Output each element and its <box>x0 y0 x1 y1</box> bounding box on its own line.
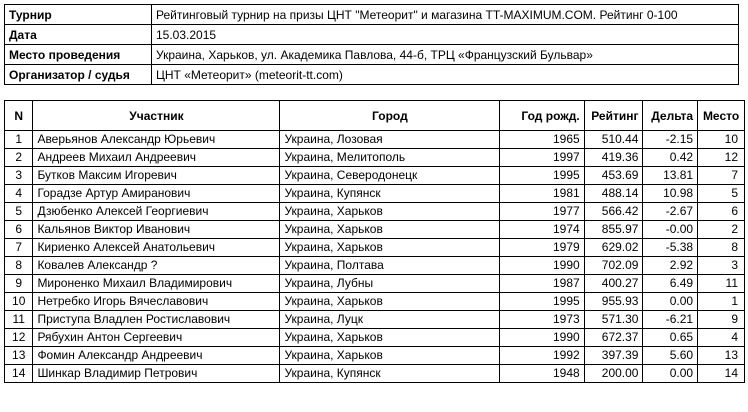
cell-participant: Дзюбенко Алексей Георгиевич <box>33 203 280 221</box>
table-row <box>5 293 745 311</box>
cell-number: 4 <box>5 185 33 203</box>
cell-birth-year: 1992 <box>500 347 584 365</box>
cell-city: Украина, Харьков <box>280 239 500 257</box>
table-row <box>5 167 745 185</box>
cell-rating: 629.02 <box>584 239 643 257</box>
cell-place: 3 <box>698 257 745 275</box>
table-row <box>5 221 745 239</box>
table-row <box>5 239 745 257</box>
header-participant: Участник <box>33 101 280 131</box>
cell-place: 11 <box>698 275 745 293</box>
cell-participant: Нетребко Игорь Вячеславович <box>33 293 280 311</box>
date-value: 15.03.2015 <box>152 25 739 45</box>
header-place: Место <box>698 101 745 131</box>
cell-rating: 488.14 <box>584 185 643 203</box>
table-row <box>5 311 745 329</box>
cell-place: 8 <box>698 239 745 257</box>
cell-place: 2 <box>698 221 745 239</box>
cell-place: 14 <box>698 365 745 383</box>
cell-number: 9 <box>5 275 33 293</box>
cell-birth-year: 1965 <box>500 131 584 149</box>
cell-city: Украина, Харьков <box>280 347 500 365</box>
cell-participant: Бутков Максим Игоревич <box>33 167 280 185</box>
cell-birth-year: 1974 <box>500 221 584 239</box>
cell-city: Украина, Харьков <box>280 203 500 221</box>
organizer-value: ЦНТ «Метеорит» (meteorit-tt.com) <box>152 65 739 85</box>
cell-place: 4 <box>698 329 745 347</box>
results-table <box>4 100 745 383</box>
cell-city: Украина, Купянск <box>280 365 500 383</box>
cell-rating: 566.42 <box>584 203 643 221</box>
cell-city: Украина, Купянск <box>280 185 500 203</box>
cell-number: 6 <box>5 221 33 239</box>
cell-birth-year: 1948 <box>500 365 584 383</box>
cell-city: Украина, Харьков <box>280 221 500 239</box>
tournament-value: Рейтинговый турнир на призы ЦНТ "Метеорит" и магазина TT-MAXIMUM.COM. Рейтинг 0-100 <box>152 5 739 25</box>
cell-birth-year: 1979 <box>500 239 584 257</box>
cell-participant: Ковалев Александр ? <box>33 257 280 275</box>
organizer-label: Организатор / судья <box>5 65 152 85</box>
cell-delta: 0.42 <box>643 149 698 167</box>
cell-birth-year: 1995 <box>500 167 584 185</box>
cell-place: 5 <box>698 185 745 203</box>
cell-rating: 200.00 <box>584 365 643 383</box>
cell-birth-year: 1997 <box>500 149 584 167</box>
cell-number: 11 <box>5 311 33 329</box>
table-row <box>5 347 745 365</box>
header-delta: Дельта <box>643 101 698 131</box>
cell-city: Украина, Луцк <box>280 311 500 329</box>
table-row <box>5 149 745 167</box>
cell-rating: 419.36 <box>584 149 643 167</box>
cell-rating: 672.37 <box>584 329 643 347</box>
info-row-tournament <box>5 5 739 25</box>
cell-participant: Приступа Владлен Ростиславович <box>33 311 280 329</box>
cell-participant: Мироненко Михаил Владимирович <box>33 275 280 293</box>
cell-delta: -6.21 <box>643 311 698 329</box>
cell-birth-year: 1977 <box>500 203 584 221</box>
results-header-row <box>5 101 745 131</box>
table-row <box>5 131 745 149</box>
cell-participant: Рябухин Антон Сергеевич <box>33 329 280 347</box>
cell-participant: Горадзе Артур Амиранович <box>33 185 280 203</box>
cell-delta: -5.38 <box>643 239 698 257</box>
table-row <box>5 329 745 347</box>
cell-rating: 571.30 <box>584 311 643 329</box>
header-number: N <box>5 101 33 131</box>
cell-participant: Андреев Михаил Андреевич <box>33 149 280 167</box>
header-birth-year: Год рожд. <box>500 101 584 131</box>
cell-rating: 453.69 <box>584 167 643 185</box>
cell-rating: 955.93 <box>584 293 643 311</box>
cell-rating: 510.44 <box>584 131 643 149</box>
date-label: Дата <box>5 25 152 45</box>
info-row-organizer <box>5 65 739 85</box>
cell-place: 7 <box>698 167 745 185</box>
cell-place: 13 <box>698 347 745 365</box>
cell-city: Украина, Лубны <box>280 275 500 293</box>
tournament-label: Турнир <box>5 5 152 25</box>
cell-birth-year: 1973 <box>500 311 584 329</box>
cell-place: 9 <box>698 311 745 329</box>
header-city: Город <box>280 101 500 131</box>
cell-delta: 6.49 <box>643 275 698 293</box>
cell-city: Украина, Харьков <box>280 293 500 311</box>
venue-value: Украина, Харьков, ул. Академика Павлова, 44-б, ТРЦ «Французский Бульвар» <box>152 45 739 65</box>
cell-rating: 397.39 <box>584 347 643 365</box>
cell-city: Украина, Харьков <box>280 329 500 347</box>
cell-delta: -0.00 <box>643 221 698 239</box>
table-row <box>5 185 745 203</box>
cell-rating: 855.97 <box>584 221 643 239</box>
cell-birth-year: 1990 <box>500 329 584 347</box>
cell-city: Украина, Мелитополь <box>280 149 500 167</box>
cell-city: Украина, Полтава <box>280 257 500 275</box>
cell-delta: 13.81 <box>643 167 698 185</box>
table-row <box>5 275 745 293</box>
cell-city: Украина, Северодонецк <box>280 167 500 185</box>
cell-delta: -2.15 <box>643 131 698 149</box>
cell-number: 1 <box>5 131 33 149</box>
table-row <box>5 257 745 275</box>
cell-delta: -2.67 <box>643 203 698 221</box>
cell-place: 10 <box>698 131 745 149</box>
cell-birth-year: 1981 <box>500 185 584 203</box>
cell-number: 3 <box>5 167 33 185</box>
cell-rating: 400.27 <box>584 275 643 293</box>
info-row-venue <box>5 45 739 65</box>
cell-number: 8 <box>5 257 33 275</box>
cell-place: 1 <box>698 293 745 311</box>
cell-delta: 5.60 <box>643 347 698 365</box>
cell-rating: 702.09 <box>584 257 643 275</box>
header-rating: Рейтинг <box>584 101 643 131</box>
cell-birth-year: 1987 <box>500 275 584 293</box>
results-body <box>5 131 745 383</box>
info-row-date <box>5 25 739 45</box>
cell-birth-year: 1990 <box>500 257 584 275</box>
cell-participant: Кальянов Виктор Иванович <box>33 221 280 239</box>
cell-delta: 10.98 <box>643 185 698 203</box>
cell-birth-year: 1995 <box>500 293 584 311</box>
table-row <box>5 203 745 221</box>
cell-delta: 2.92 <box>643 257 698 275</box>
cell-place: 6 <box>698 203 745 221</box>
cell-city: Украина, Лозовая <box>280 131 500 149</box>
cell-number: 10 <box>5 293 33 311</box>
cell-number: 14 <box>5 365 33 383</box>
cell-participant: Кириенко Алексей Анатольевич <box>33 239 280 257</box>
tournament-info-table <box>4 4 739 85</box>
cell-place: 12 <box>698 149 745 167</box>
table-row <box>5 365 745 383</box>
cell-number: 5 <box>5 203 33 221</box>
cell-delta: 0.65 <box>643 329 698 347</box>
cell-participant: Шинкар Владимир Петрович <box>33 365 280 383</box>
cell-delta: 0.00 <box>643 365 698 383</box>
venue-label: Место проведения <box>5 45 152 65</box>
cell-number: 2 <box>5 149 33 167</box>
cell-participant: Фомин Александр Андреевич <box>33 347 280 365</box>
cell-number: 12 <box>5 329 33 347</box>
cell-number: 13 <box>5 347 33 365</box>
cell-number: 7 <box>5 239 33 257</box>
cell-delta: 0.00 <box>643 293 698 311</box>
cell-participant: Аверьянов Александр Юрьевич <box>33 131 280 149</box>
